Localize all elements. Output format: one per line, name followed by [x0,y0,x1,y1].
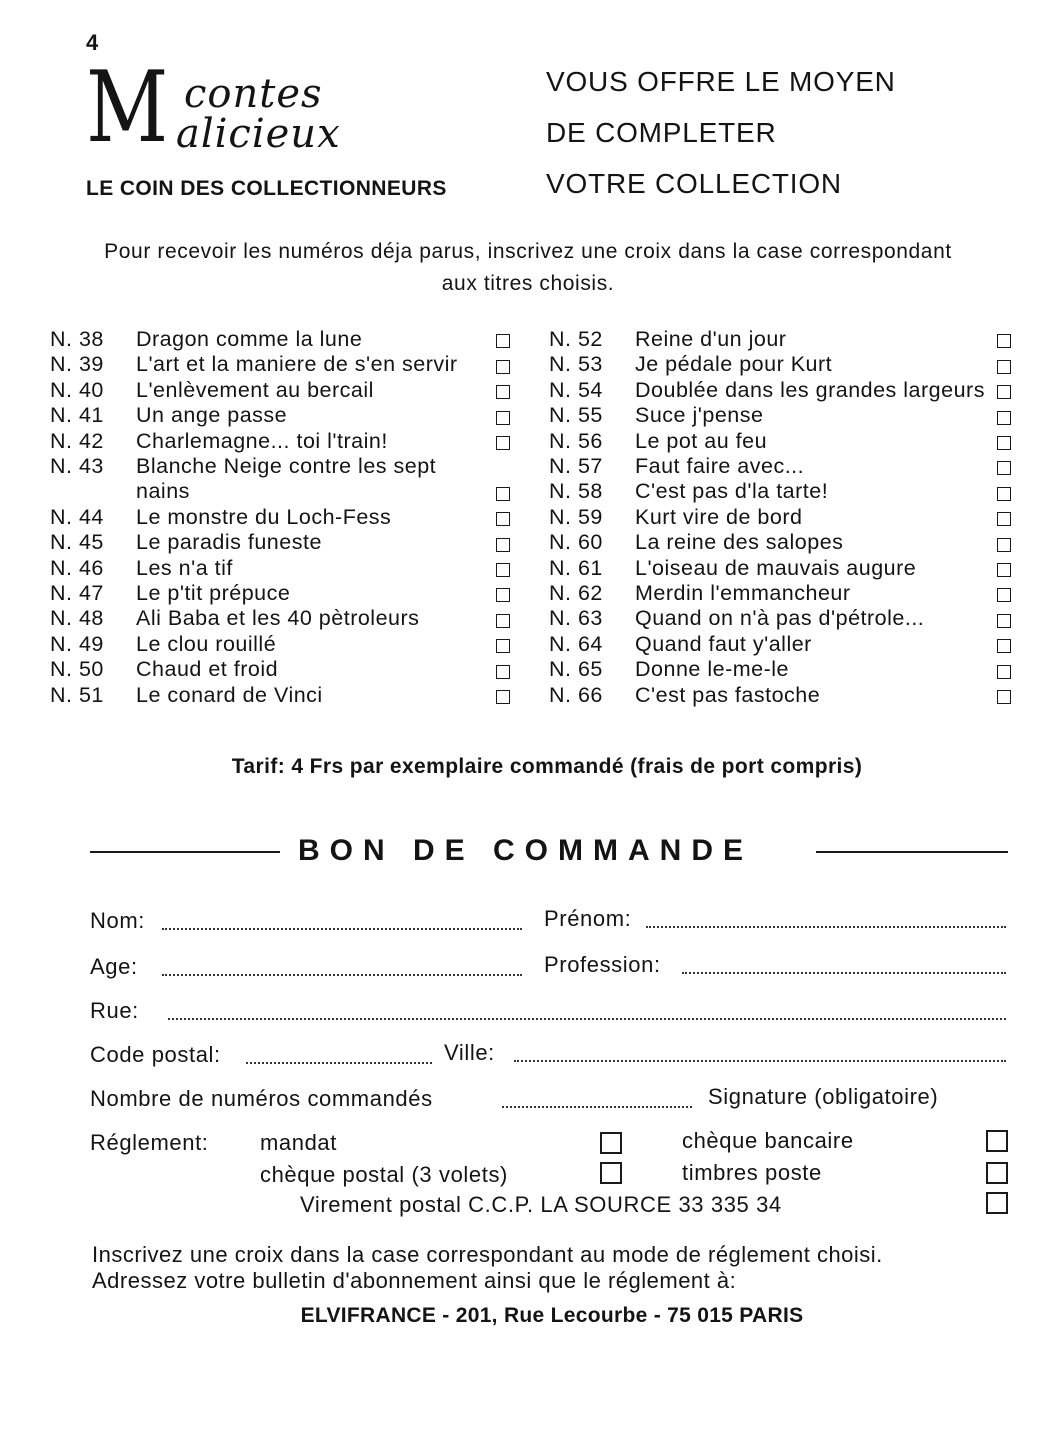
issue-row [549,327,1011,352]
section-subtitle: LE COIN DES COLLECTIONNEURS [86,177,447,200]
issue-checkbox-wrap [486,632,510,657]
publisher-address: ELVIFRANCE - 201, Rue Lecourbe - 75 015 PARIS [300,1304,804,1327]
issue-checkbox-wrap [486,454,510,505]
issue-number: N. 56 [549,428,603,453]
issue-checkbox[interactable] [496,665,510,679]
heading-rule-right [816,851,1008,853]
issue-number: N. 40 [50,377,104,402]
issue-list-right [549,327,1011,708]
issue-title: Un ange passe [136,403,288,428]
issue-number: N. 47 [50,581,104,606]
issue-checkbox-wrap [991,657,1011,682]
issue-row [549,479,1011,504]
issue-checkbox[interactable] [496,690,510,704]
issue-number: N. 55 [549,403,603,428]
issue-number: N. 46 [50,555,104,580]
issue-title: C'est pas fastoche [635,682,821,707]
issue-title: Le conard de Vinci [136,682,323,707]
issue-checkbox[interactable] [496,512,510,526]
issue-checkbox-wrap [991,632,1011,657]
issue-title: L'enlèvement au bercail [136,377,374,402]
issue-row [50,327,510,352]
prenom-label: Prénom: [544,906,632,931]
issue-number: N. 48 [50,606,104,631]
issue-checkbox-wrap [991,606,1011,631]
issue-checkbox[interactable] [997,538,1011,552]
cheque-bancaire-label: chèque bancaire [682,1128,854,1153]
issue-checkbox[interactable] [496,411,510,425]
nombre-field[interactable] [502,1106,692,1108]
virement-checkbox[interactable] [986,1192,1008,1214]
issue-checkbox[interactable] [496,563,510,577]
issue-row [549,352,1011,377]
issue-number: N. 45 [50,530,104,555]
issue-title: Les n'a tif [136,555,233,580]
code-postal-field[interactable] [246,1062,432,1064]
issue-number: N. 58 [549,479,603,504]
issue-title: Quand faut y'aller [635,631,812,656]
issue-checkbox[interactable] [496,360,510,374]
timbres-checkbox[interactable] [986,1162,1008,1184]
issue-checkbox[interactable] [997,690,1011,704]
issue-row [549,606,1011,631]
issue-checkbox[interactable] [496,639,510,653]
issue-number: N. 50 [50,657,104,682]
issue-checkbox-wrap [991,581,1011,606]
issue-row [549,683,1011,708]
issue-checkbox-wrap [991,505,1011,530]
nom-field[interactable] [162,928,522,930]
issue-title: Donne le-me-le [635,657,789,682]
virement-label: Virement postal C.C.P. LA SOURCE 33 335 34 [300,1192,782,1217]
issue-checkbox-wrap [486,505,510,530]
rue-label: Rue: [90,998,139,1023]
issue-title: C'est pas d'la tarte! [635,479,829,504]
issue-checkbox[interactable] [997,639,1011,653]
issue-row [549,454,1011,479]
issue-checkbox[interactable] [496,334,510,348]
issue-number: N. 43 [50,454,104,479]
issue-row [549,429,1011,454]
issue-checkbox[interactable] [997,614,1011,628]
issue-number: N. 49 [50,631,104,656]
issue-checkbox-wrap [486,581,510,606]
issue-number: N. 38 [50,327,104,351]
issue-checkbox-wrap [486,657,510,682]
issue-row [549,403,1011,428]
issue-row [549,581,1011,606]
issue-number: N. 66 [549,682,603,707]
issue-number: N. 53 [549,352,603,377]
issue-row [50,632,510,657]
issue-checkbox-wrap [991,429,1011,454]
issue-title: Suce j'pense [635,403,764,428]
issue-checkbox-wrap [991,454,1011,479]
issue-row [549,632,1011,657]
tarif-text: Tarif: 4 Frs par exemplaire commandé (frais de port compris) [231,755,863,778]
issue-title: Kurt vire de bord [635,504,803,529]
instruction-note: Inscrivez une croix dans la case correspondant au mode de réglement choisi. [92,1242,883,1267]
issue-row [549,530,1011,555]
issue-title: Le pot au feu [635,428,768,453]
issue-number: N. 52 [549,327,603,351]
issue-checkbox-wrap [991,683,1011,708]
issue-checkbox-wrap [486,606,510,631]
heading-rule-left [90,851,280,853]
issue-title: Blanche Neige contre les sept nains [136,454,437,504]
signature-label: Signature (obligatoire) [708,1084,939,1109]
prenom-field[interactable] [646,926,1006,928]
issue-title: Dragon comme la lune [136,327,363,351]
ville-label: Ville: [444,1040,495,1065]
issue-row [549,556,1011,581]
issue-title: Chaud et froid [136,657,279,682]
issue-title: Ali Baba et les 40 pètroleurs [136,606,420,631]
issue-checkbox-wrap [486,352,510,377]
issue-number: N. 54 [549,377,603,402]
address-note: Adressez votre bulletin d'abonnement ainsi que le réglement à: [92,1268,737,1293]
issue-row [50,352,510,377]
offer-line-3: VOTRE COLLECTION [546,168,842,199]
issue-checkbox-wrap [486,683,510,708]
issue-title: Faut faire avec... [635,454,805,479]
issue-checkbox[interactable] [997,436,1011,450]
mandat-label: mandat [260,1130,337,1155]
order-form-title: BON DE COMMANDE [298,834,753,867]
issue-title: Le clou rouillé [136,631,277,656]
issue-checkbox[interactable] [997,360,1011,374]
contes-malicieux-logo [84,51,354,166]
issue-row [50,683,510,708]
issue-row [50,429,510,454]
issue-checkbox-wrap [991,352,1011,377]
reglement-label: Réglement: [90,1130,209,1155]
issue-number: N. 44 [50,504,104,529]
issue-title: Je pédale pour Kurt [635,352,833,377]
issue-row [549,378,1011,403]
issue-checkbox-wrap [991,556,1011,581]
issue-title: Le monstre du Loch-Fess [136,504,392,529]
issue-number: N. 60 [549,530,603,555]
issue-row [50,530,510,555]
issue-list-left [50,327,510,708]
issue-title: L'art et la maniere de s'en servir [136,352,458,377]
issue-title: Reine d'un jour [635,327,787,351]
issue-checkbox-wrap [486,530,510,555]
issue-checkbox-wrap [486,429,510,454]
issue-row [50,403,510,428]
issue-checkbox[interactable] [496,614,510,628]
issue-checkbox[interactable] [997,411,1011,425]
issue-checkbox[interactable] [997,487,1011,501]
issue-number: N. 59 [549,504,603,529]
cheque-postal-checkbox[interactable] [600,1162,622,1184]
rue-field[interactable] [168,1018,1006,1020]
issue-number: N. 57 [549,454,603,479]
issue-checkbox[interactable] [496,487,510,501]
issue-title: Merdin l'emmancheur [635,581,851,606]
issue-number: N. 63 [549,606,603,631]
issue-number: N. 42 [50,428,104,453]
profession-field[interactable] [682,972,1006,974]
issue-checkbox[interactable] [496,385,510,399]
issue-checkbox[interactable] [997,385,1011,399]
issue-checkbox-wrap [486,327,510,352]
issue-number: N. 61 [549,555,603,580]
cheque-bancaire-checkbox[interactable] [986,1130,1008,1152]
issue-checkbox-wrap [486,403,510,428]
issue-row [50,505,510,530]
page-number: 4 [86,30,99,55]
mandat-checkbox[interactable] [600,1132,622,1154]
issue-title: Quand on n'à pas d'pétrole... [635,606,925,631]
issue-checkbox-wrap [991,403,1011,428]
issue-checkbox-wrap [991,479,1011,504]
offer-line-2: DE COMPLETER [546,117,777,148]
issue-title: Le paradis funeste [136,530,322,555]
logo-initial: M [86,51,169,165]
issue-checkbox[interactable] [496,436,510,450]
issue-number: N. 39 [50,352,104,377]
ville-field[interactable] [514,1060,1006,1062]
issue-checkbox[interactable] [997,461,1011,475]
issue-row [50,454,510,505]
age-label: Age: [90,954,138,979]
nombre-label: Nombre de numéros commandés [90,1086,433,1111]
issue-row [50,556,510,581]
issue-number: N. 41 [50,403,104,428]
issue-row [50,378,510,403]
issue-checkbox[interactable] [997,563,1011,577]
cheque-postal-label: chèque postal (3 volets) [260,1162,508,1187]
issue-row [549,657,1011,682]
issue-title: Doublée dans les grandes largeurs [635,377,985,402]
issue-checkbox[interactable] [997,334,1011,348]
code-postal-label: Code postal: [90,1042,221,1067]
issue-number: N. 62 [549,581,603,606]
issue-row [50,657,510,682]
issue-title: L'oiseau de mauvais augure [635,555,917,580]
issue-title: La reine des salopes [635,530,844,555]
logo-line-1: contes [184,71,323,117]
issue-row [50,606,510,631]
issue-number: N. 64 [549,631,603,656]
issue-checkbox[interactable] [496,538,510,552]
issue-checkbox-wrap [486,378,510,403]
issue-title: Charlemagne... toi l'train! [136,428,388,453]
issue-checkbox[interactable] [997,588,1011,602]
issue-checkbox[interactable] [997,512,1011,526]
issue-number: N. 51 [50,682,104,707]
issue-checkbox-wrap [991,327,1011,352]
profession-label: Profession: [544,952,661,977]
issue-row [549,505,1011,530]
issue-checkbox[interactable] [496,588,510,602]
logo-line-2: alicieux [176,111,341,157]
intro-text: Pour recevoir les numéros déja parus, inscrivez une croix dans la case correspondant aux titres choisis. [104,240,952,295]
issue-number: N. 65 [549,657,603,682]
nom-label: Nom: [90,908,145,933]
offer-line-1: VOUS OFFRE LE MOYEN [546,66,896,97]
timbres-label: timbres poste [682,1160,822,1185]
issue-row [50,581,510,606]
issue-checkbox-wrap [991,530,1011,555]
issue-checkbox[interactable] [997,665,1011,679]
age-field[interactable] [162,974,522,976]
issue-title: Le p'tit prépuce [136,581,291,606]
issue-checkbox-wrap [991,378,1011,403]
issue-checkbox-wrap [486,556,510,581]
